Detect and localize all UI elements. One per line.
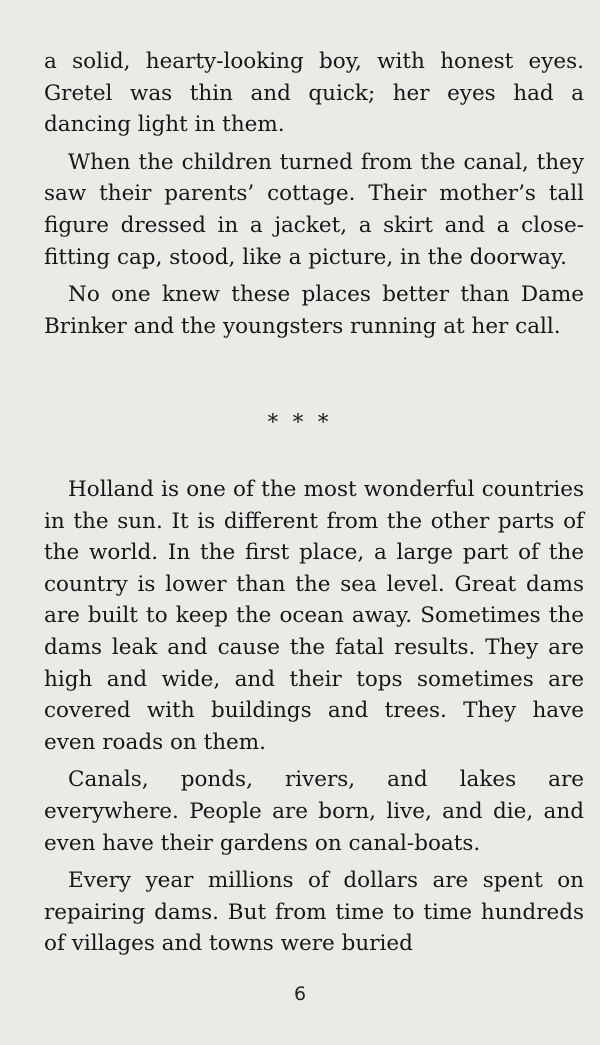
page-number: 6 xyxy=(293,983,307,1005)
text-block-top xyxy=(44,46,584,348)
section-separator: * * * xyxy=(267,410,333,434)
paragraph-canals: Canals, ponds, rivers, and lakes are everywhere. People are born, live, and die, and even have their gardens on canal-boats. xyxy=(44,767,584,856)
paragraph-dame-brinker: No one knew these places better than Dame Brinker and the youngsters running at her call. xyxy=(44,282,584,339)
text-block-bottom xyxy=(44,474,584,966)
paragraph-dams: Every year millions of dollars are spent on repairing dams. But from time to time hundreds of villages and towns were buried xyxy=(44,868,584,957)
paragraph-holland: Holland is one of the most wonderful countries in the sun. It is different from the other parts of the world. In the first place, a large part of the country is lower than the sea level. Great dams are built to keep the ocean away. Sometimes the dams leak and cause the fatal results. They are high and wide, and their tops sometimes are covered with buildings and trees. They have even roads on them. xyxy=(44,477,584,755)
paragraph-boy-gretel: a solid, hearty-looking boy, with honest eyes. Gretel was thin and quick; her eyes had a dancing light in them. xyxy=(44,49,584,138)
paragraph-cottage: When the children turned from the canal, they saw their parents’ cottage. Their mother’s tall figure dressed in a jacket, a skirt and a close-fitting cap, stood, like a picture, in the doorway. xyxy=(44,149,584,270)
